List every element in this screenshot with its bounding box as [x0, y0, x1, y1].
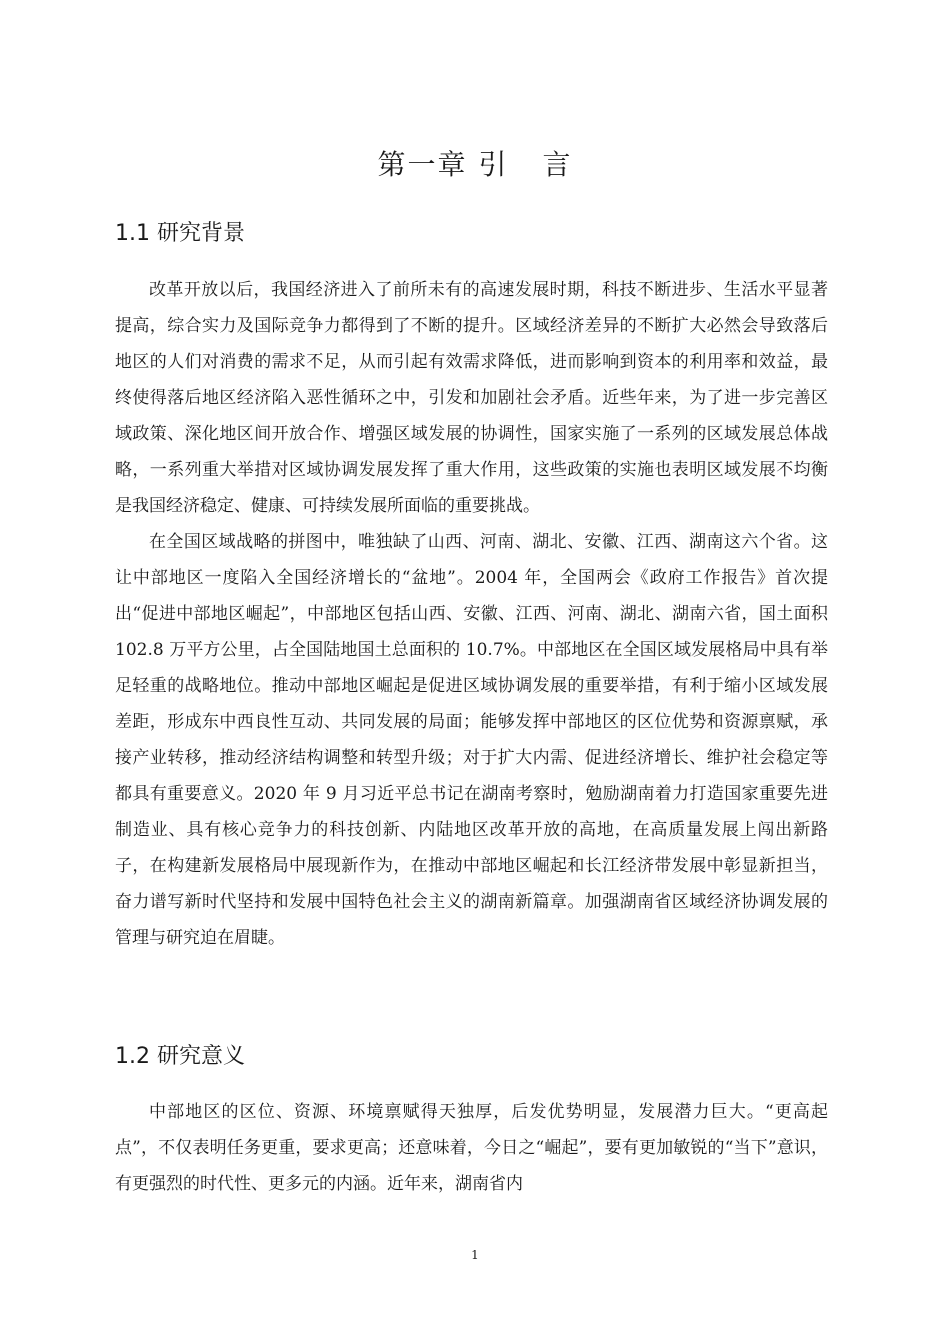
chapter-prefix: 第一章	[377, 148, 468, 181]
paragraph: 中部地区的区位、资源、环境禀赋得天独厚，后发优势明显，发展潜力巨大。“更高起点”，不仅表明任务更重，要求更高；还意味着，今日之“崛起”，要有更加敏锐的“当下”意识，有更强烈的时代性、更多元的内涵。近年来，湖南省内	[115, 1102, 828, 1194]
paragraph: 在全国区域战略的拼图中，唯独缺了山西、河南、湖北、安徽、江西、湖南这六个省。这让中部地区一度陷入全国经济增长的“盆地”。2004 年，全国两会《政府工作报告》首次提出“促进中部地区崛起”，中部地区包括山西、安徽、江西、河南、湖北、湖南六省，国土面积 102.8 万平方公里，占全国陆地国土总面积的 10.7%。中部地区在全国区域发展格局中具有举足轻重的战略地位。推动中部地区崛起是促进区域协调发展的重要举措，有利于缩小区域发展差距，形成东中西良性互动、共同发展的局面；能够发挥中部地区的区位优势和资源禀赋，承接产业转移，推动经济结构调整和转型升级；对于扩大内需、促进经济增长、维护社会稳定等都具有重要意义。2020 年 9 月习近平总书记在湖南考察时，勉励湖南着力打造国家重要先进制造业、具有核心竞争力的科技创新、内陆地区改革开放的高地，在高质量发展上闯出新路子，在构建新发展格局中展现新作为，在推动中部地区崛起和长江经济带发展中彰显新担当，奋力谱写新时代坚持和发展中国特色社会主义的湖南新篇章。加强湖南省区域经济协调发展的管理与研究迫在眉睫。	[115, 532, 828, 948]
section-body-background	[115, 272, 828, 956]
section-heading-background: 1.1 研究背景	[115, 221, 245, 246]
chapter-name-part2: 言	[542, 148, 573, 181]
section-body-significance	[115, 1094, 828, 1202]
chapter-title	[0, 143, 950, 183]
chapter-name-part1: 引	[478, 148, 509, 181]
page-number: 1	[471, 1248, 479, 1262]
section-heading-significance: 1.2 研究意义	[115, 1044, 245, 1069]
paragraph: 改革开放以后，我国经济进入了前所未有的高速发展时期，科技不断进步、生活水平显著提高，综合实力及国际竞争力都得到了不断的提升。区域经济差异的不断扩大必然会导致落后地区的人们对消费的需求不足，从而引起有效需求降低，进而影响到资本的利用率和效益，最终使得落后地区经济陷入恶性循环之中，引发和加剧社会矛盾。近些年来，为了进一步完善区域政策、深化地区间开放合作、增强区域发展的协调性，国家实施了一系列的区域发展总体战略，一系列重大举措对区域协调发展发挥了重大作用，这些政策的实施也表明区域发展不均衡是我国经济稳定、健康、可持续发展所面临的重要挑战。	[115, 280, 828, 516]
